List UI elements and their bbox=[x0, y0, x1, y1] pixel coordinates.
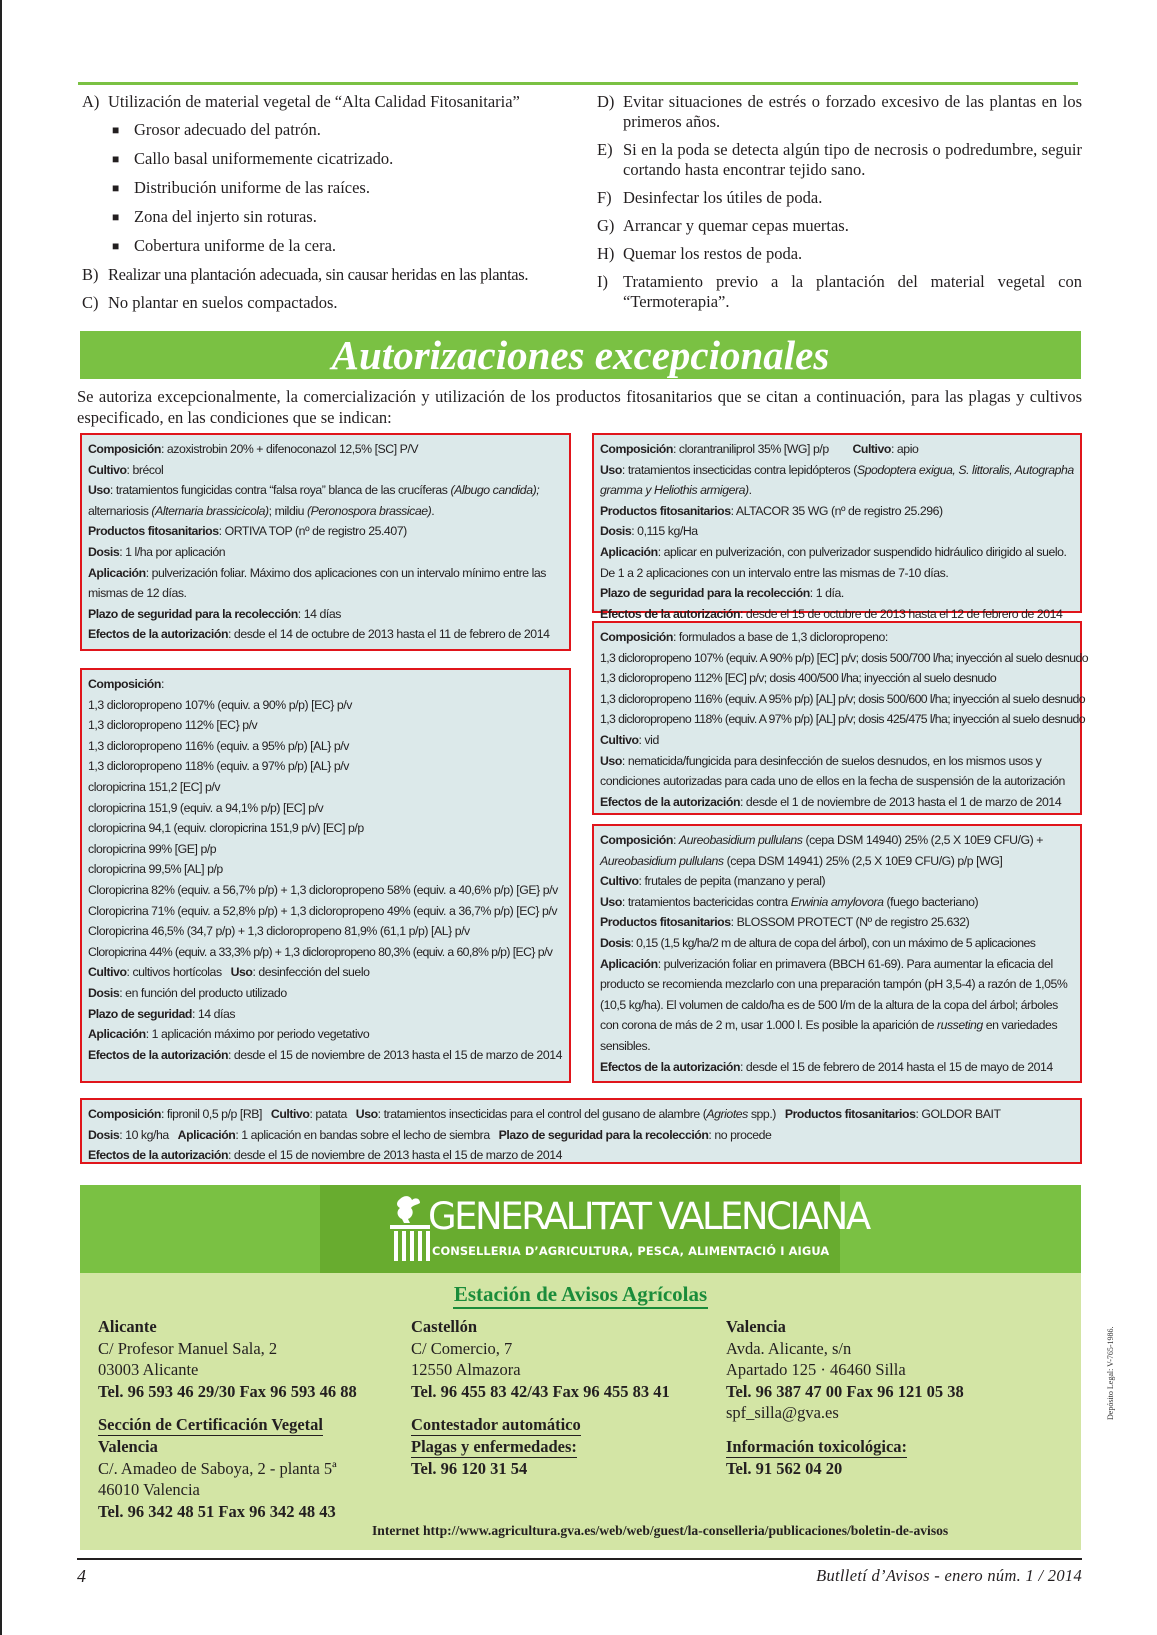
list-item: F) Desinfectar los útiles de poda. bbox=[597, 188, 823, 207]
section-title-banner: Autorizaciones excepcionales bbox=[80, 331, 1081, 379]
authorization-box-blossom-protect: Composición: Aureobasidium pullulans (cepa DSM 14940) 25% (2,5 X 10E9 CFU/G) + Aureobasidium pullulans (cepa DSM 14941) 25% (2,5 X 10E9 CFU/G) p/p [WG] Cultivo: frutales de pepita (manzano y peral) Uso: tratamientos bactericidas contra Erwinia amylovora (fuego bacteriano) Productos fitosanitarios: BLOSSOM PROTECT (Nº de registro 25.632) Dosis: 0,15 (1,5 kg/ha/2 m de altura de copa del árbol), con un máximo de 5 aplicaciones Aplicación: pulverización foliar en primavera (BBCH 61-69). Para aumentar la eficacia del producto se recomienda mezclarlo con una preparación tampón (pH 3,5-4) a razón de 1,05% (10,5 kg/ha). El volumen de caldo/ha es de 500 l/m de la altura de la copa del árbol; árboles con corona de más de 2 m, usar 1.000 l. Es posible la aparición de russeting en variedades sensibles. Efectos de la autorización: desde el 15 de febrero de 2014 hasta el 15 de mayo de 2014 bbox=[592, 824, 1082, 1083]
list-item: E) Si en la poda se detecta algún tipo de necrosis o podredumbre, seguir cortando hasta encontrar tejido sano. bbox=[597, 140, 1082, 179]
email-link[interactable]: spf_silla@gva.es bbox=[726, 1403, 839, 1422]
contact-castellon: Castellón C/ Comercio, 7 12550 Almazora Tel. 96 455 83 42/43 Fax 96 455 83 41 Contestador automático Plagas y enfermedades: Tel. 96 120 31 54 bbox=[411, 1317, 670, 1478]
contact-footer bbox=[80, 1185, 1081, 1550]
bullet-icon: ■ bbox=[112, 152, 120, 166]
bullet-item: ■ Grosor adecuado del patrón. bbox=[112, 120, 321, 139]
station-heading: Estación de Avisos Agrícolas bbox=[80, 1282, 1081, 1306]
contact-alicante: Alicante C/ Profesor Manuel Sala, 2 03003 Alicante Tel. 96 593 46 29/30 Fax 96 593 46 88 Sección de Certificación Vegetal Valencia C/. Amadeo de Saboya, 2 - planta 5ª 46010 Valencia Tel. 96 342 48 51 Fax 96 342 48 43 bbox=[98, 1317, 357, 1521]
bullet-item: ■ Cobertura uniforme de la cera. bbox=[112, 236, 337, 255]
measures-list-left bbox=[82, 92, 582, 321]
authorization-box-vid: Composición: formulados a base de 1,3 dicloropropeno: 1,3 dicloropropeno 107% (equiv. A 90% p/p) [EC] p/v; dosis 500/700 l/ha; inyección al suelo desnudo 1,3 dicloropropeno 112% [EC] p/v; dosis 400/500 l/ha; inyección al suelo desnudo 1,3 dicloropropeno 116% (equiv. A 95% p/p) [AL] p/v; dosis 500/600 l/ha; inyección al suelo desnudo 1,3 dicloropropeno 118% (equiv. A 97% p/p) [AL] p/v; dosis 425/475 l/ha; inyección al suelo desnudo Cultivo: vid Uso: nematicida/fungicida para desinfección de suelos desnudos, en los mismos usos y condiciones autorizadas para cada uno de ellos en la fecha de suspensión de la autorización Efectos de la autorización: desde el 1 de noviembre de 2013 hasta el 1 de marzo de 2014 bbox=[592, 621, 1082, 815]
bullet-icon: ■ bbox=[112, 239, 120, 253]
list-item: H) Quemar los restos de poda. bbox=[597, 244, 803, 263]
authorization-box-ortiva: Composición: azoxistrobin 20% + difenoconazol 12,5% [SC] P/V Cultivo: brécol Uso: tratamientos fungicidas contra “falsa roya” blanca de las crucíferas (Albugo candida); alternariosis (Alternaria brassicicola); mildiu (Peronospora brassicae). Productos fitosanitarios: ORTIVA TOP (nº de registro 25.407) Dosis: 1 l/ha por aplicación Aplicación: pulverización foliar. Máximo dos aplicaciones con un intervalo mínimo entre las mismas de 12 días. Plazo de seguridad para la recolección: 14 días Efectos de la autorización: desde el 14 de octubre de 2013 hasta el 11 de febrero de 2014 bbox=[80, 433, 571, 651]
list-item bbox=[82, 92, 582, 112]
list-item: I) Tratamiento previo a la plantación del material vegetal con “Termoterapia”. bbox=[597, 272, 1082, 311]
list-item: B) Realizar una plantación adecuada, sin causar heridas en las plantas. bbox=[82, 265, 529, 284]
generalitat-title: GENERALITAT VALENCIANA bbox=[428, 1195, 869, 1238]
page-number: 4 bbox=[77, 1566, 86, 1586]
bullet-icon: ■ bbox=[112, 123, 120, 137]
bullet-icon: ■ bbox=[112, 181, 120, 195]
authorization-box-dicloropropeno-cloropicrina: Composición: 1,3 dicloropropeno 107% (equiv. a 90% p/p) [EC} p/v 1,3 dicloropropeno 112% [EC} p/v 1,3 dicloropropeno 116% (equiv. a 95% p/p) [AL} p/v 1,3 dicloropropeno 118% (equiv. a 97% p/p) [AL} p/v cloropicrina 151,2 [EC] p/v cloropicrina 151,9 (equiv. a 94,1% p/p) [EC] p/v cloropicrina 94,1 (equiv. cloropicrina 151,9 p/v) [EC] p/p cloropicrina 99% [GE] p/p cloropicrina 99,5% [AL] p/p Cloropicrina 82% (equiv. a 56,7% p/p) + 1,3 dicloropropeno 58% (equiv. a 40,6% p/p) [GE} p/v Cloropicrina 71% (equiv. a 52,8% p/p) + 1,3 dicloropropeno 49% (equiv. a 36,7% p/p) [EC} p/v Cloropicrina 46,5% (34,7 p/p) + 1,3 dicloropropeno 81,9% (61,1 p/p) [AL} p/v Cloropicrina 44% (equiv. a 33,3% p/p) + 1,3 dicloropropeno 80,3% (equiv. a 60,8% p/p) [EC} p/v Cultivo: cultivos hortícolas Uso: desinfección del suelo Dosis: en función del producto utilizado Plazo de seguridad: 14 días Aplicación: 1 aplicación máximo por periodo vegetativo Efectos de la autorización: desde el 15 de noviembre de 2013 hasta el 15 de marzo de 2014 bbox=[80, 668, 571, 1083]
page-edge-line bbox=[0, 0, 2, 1635]
publication-name: Butlletí d’Avisos - enero núm. 1 / 2014 bbox=[816, 1566, 1082, 1585]
list-letter: A) bbox=[82, 92, 100, 111]
list-text: Utilización de material vegetal de “Alta Calidad Fitosanitaria” bbox=[108, 92, 520, 111]
conselleria-subtitle: CONSELLERIA D’AGRICULTURA, PESCA, ALIMENTACIÓ I AIGUA bbox=[432, 1244, 830, 1258]
bullet-icon: ■ bbox=[112, 210, 120, 224]
bullet-item: ■ Zona del injerto sin roturas. bbox=[112, 207, 317, 226]
legal-deposit: Depósito Legal: V-765-1986. bbox=[1106, 1326, 1115, 1420]
list-item: C) No plantar en suelos compactados. bbox=[82, 293, 338, 312]
bullet-item: ■ Distribución uniforme de las raíces. bbox=[112, 178, 370, 197]
website-link[interactable]: Internet http://www.agricultura.gva.es/web/web/guest/la-conselleria/publicaciones/boletin-de-avisos bbox=[372, 1523, 949, 1538]
bottom-rule bbox=[77, 1558, 1082, 1560]
list-item: D) Evitar situaciones de estrés o forzado excesivo de las plantas en los primeros años. bbox=[597, 92, 1082, 131]
generalitat-logo-band bbox=[80, 1185, 1081, 1273]
bullet-item: ■ Callo basal uniformemente cicatrizado. bbox=[112, 149, 394, 168]
authorization-box-altacor: Composición: clorantraniliprol 35% [WG] p/p Cultivo: apio Uso: tratamientos insecticidas contra lepidópteros (Spodoptera exigua, S. littoralis, Autographa gramma y Heliothis armigera). Productos fitosanitarios: ALTACOR 35 WG (nº de registro 25.296) Dosis: 0,115 kg/Ha Aplicación: aplicar en pulverización, con pulverizador suspendido hidráulico dirigido al suelo. De 1 a 2 aplicaciones con un intervalo entre las mismas de 7-10 días. Plazo de seguridad para la recolección: 1 día. Efectos de la autorización: desde el 15 de octubre de 2013 hasta el 12 de febrero de 2014 bbox=[592, 433, 1082, 613]
measures-list-right bbox=[597, 92, 1082, 320]
list-item: G) Arrancar y quemar cepas muertas. bbox=[597, 216, 849, 235]
top-rule bbox=[78, 82, 1078, 85]
authorization-box-goldor-bait: Composición: fipronil 0,5 p/p [RB] Cultivo: patata Uso: tratamientos insecticidas para el control del gusano de alambre (Agriotes spp.) Productos fitosanitarios: GOLDOR BAIT Dosis: 10 kg/ha Aplicación: 1 aplicación en bandas sobre el lecho de siembra Plazo de seguridad para la recolección: no procede Efectos de la autorización: desde el 15 de noviembre de 2013 hasta el 15 de marzo de 2014 bbox=[80, 1098, 1082, 1164]
contact-valencia: Valencia Avda. Alicante, s/n Apartado 125 · 46460 Silla Tel. 96 387 47 00 Fax 96 121 05 38 spf_silla@gva.es Información toxicológica: Tel. 91 562 04 20 bbox=[726, 1317, 964, 1478]
intro-paragraph: Se autoriza excepcionalmente, la comercialización y utilización de los productos fitosanitarios que se citan a continuación, para las plagas y cultivos especificado, en las condiciones que se indican: bbox=[77, 387, 1082, 427]
